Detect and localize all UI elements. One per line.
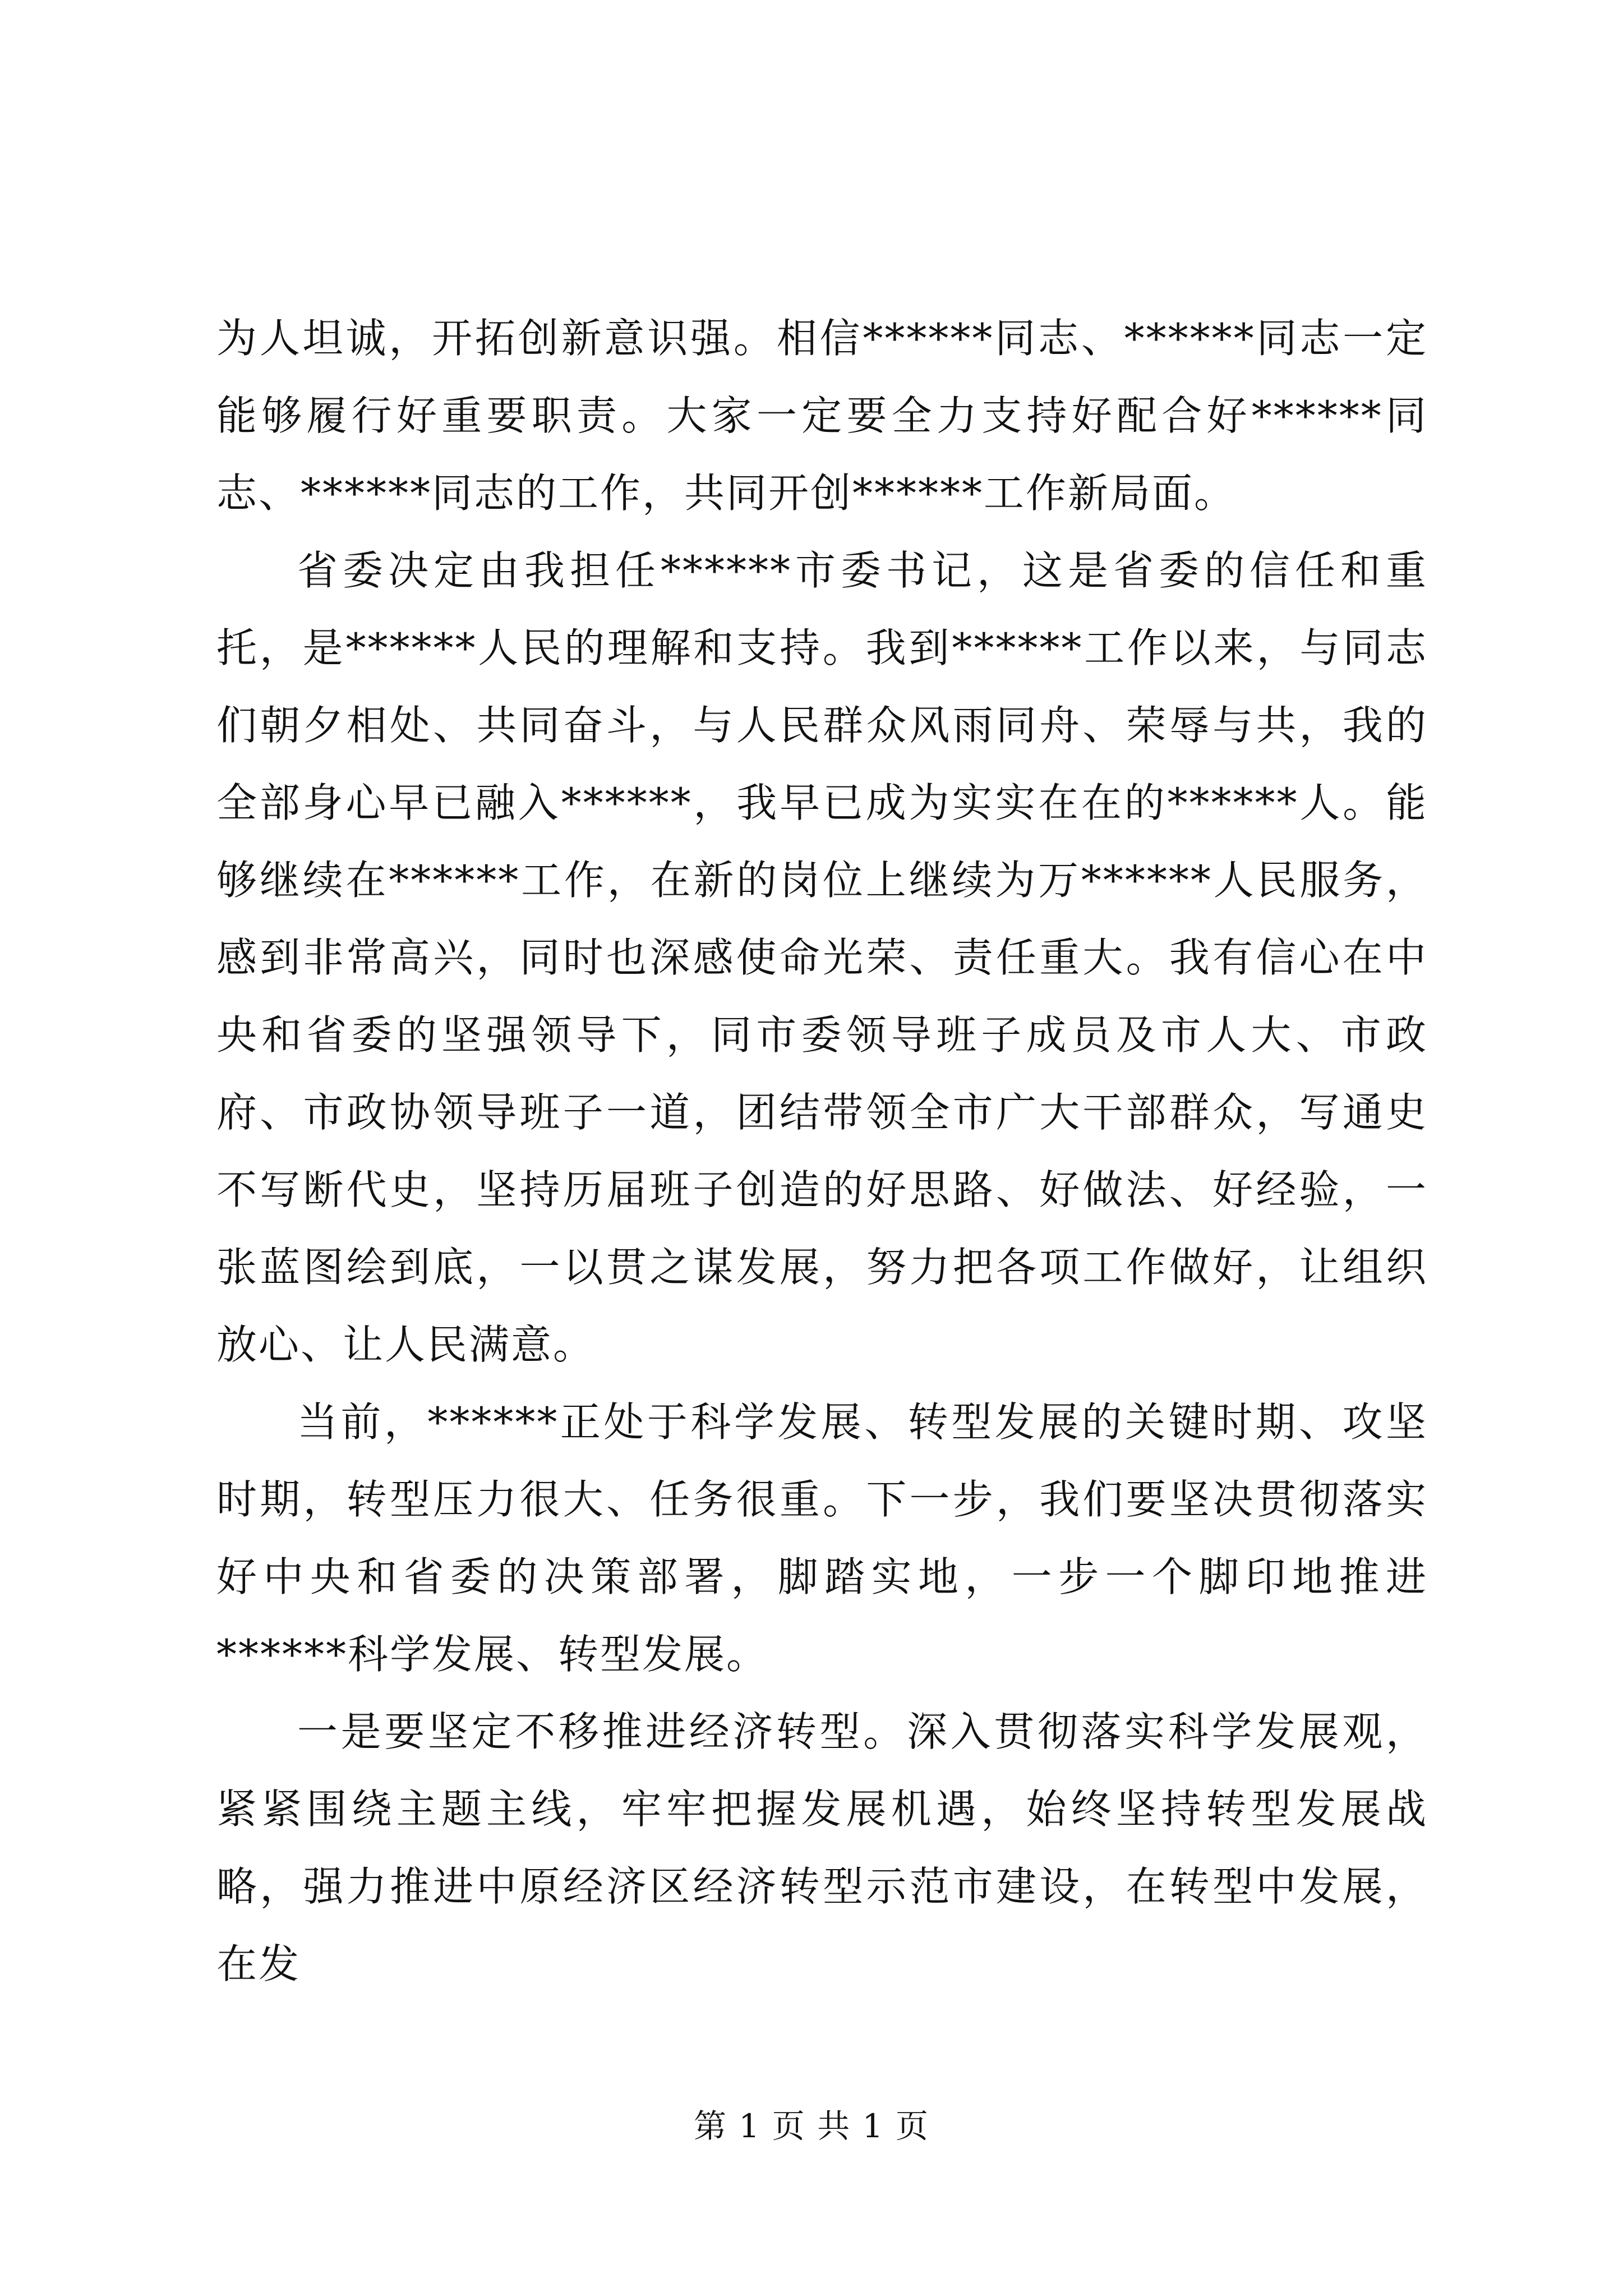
paragraph: 一是要坚定不移推进经济转型。深入贯彻落实科学发展观，紧紧围绕主题主线，牢牢把握发展机遇，始终坚持转型发展战略，强力推进中原经济区经济转型示范市建设，在转型中发展，在发 (216, 1708, 1428, 1987)
paragraph: 当前，******正处于科学发展、转型发展的关键时期、攻坚时期，转型压力很大、任务很重。下一步，我们要坚决贯彻落实好中央和省委的决策部署，脚踏实地，一步一个脚印地推进******科学发展、转型发展。 (216, 1398, 1428, 1678)
body-text (216, 300, 1428, 2003)
paragraph: 省委决定由我担任******市委书记，这是省委的信任和重托，是******人民的理解和支持。我到******工作以来，与同志们朝夕相处、共同奋斗，与人民群众风雨同舟、荣辱与共，我的全部身心早已融入******，我早已成为实实在在的******人。能够继续在******工作，在新的岗位上继续为万******人民服务，感到非常高兴，同时也深感使命光荣、责任重大。我有信心在中央和省委的坚强领导下，同市委领导班子成员及市人大、市政府、市政协领导班子一道，团结带领全市广大干部群众，写通史不写断代史，坚持历届班子创造的好思路、好做法、好经验，一张蓝图绘到底，一以贯之谋发展，努力把各项工作做好，让组织放心、让人民满意。 (216, 547, 1428, 1368)
page-number-footer: 第 1 页 共 1 页 (694, 2107, 929, 2145)
paragraph-continuation: 为人坦诚，开拓创新意识强。相信******同志、******同志一定能够履行好重要职责。大家一定要全力支持好配合好******同志、******同志的工作，共同开创******工作新局面。 (216, 315, 1428, 517)
